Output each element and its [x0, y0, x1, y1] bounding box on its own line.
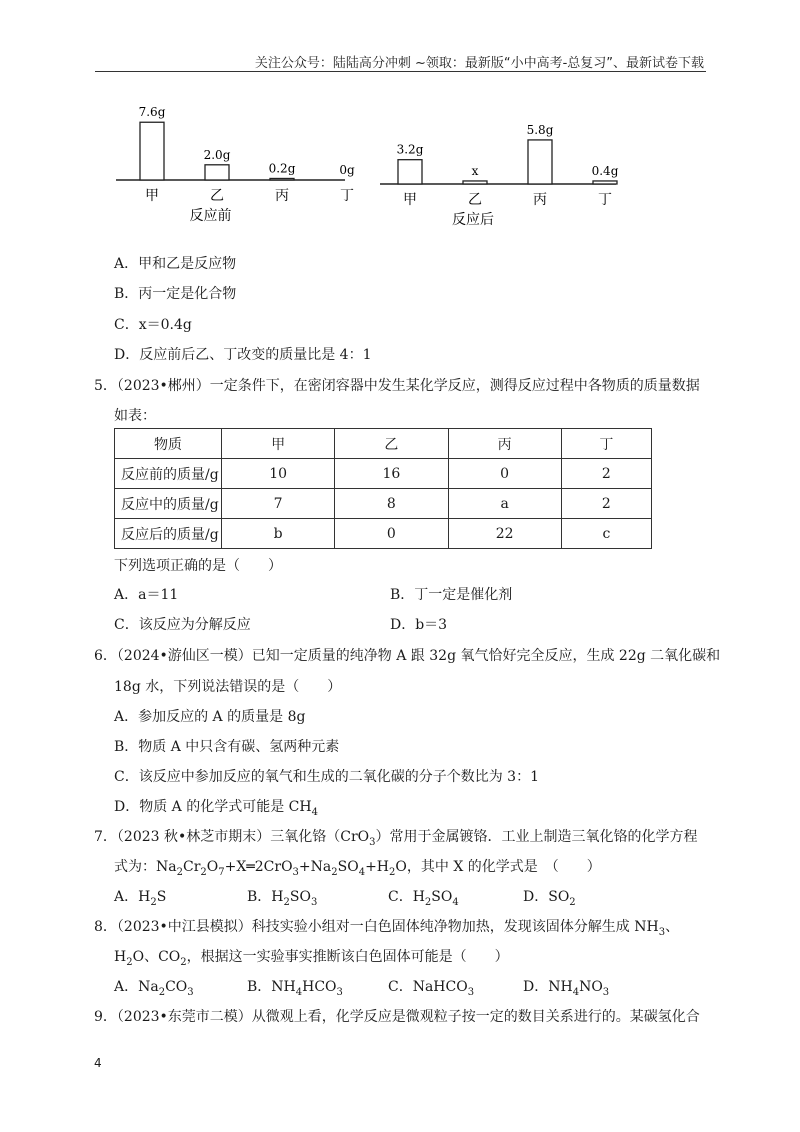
q4-option-a: A．甲和乙是反应物 — [114, 256, 237, 272]
category-label: 甲 — [145, 188, 159, 204]
table-cell: 0 — [448, 459, 561, 489]
bar — [270, 178, 294, 180]
q6-stem-line1: 6．（2024•游仙区一模）已知一定质量的纯净物 A 跟 32g 氧气恰好完全反应，生成 22g 二氧化碳和 — [94, 648, 721, 664]
q5-stem-line1: 5．（2023•郴州）一定条件下，在密闭容器中发生某化学反应，测得反应过程中各物质的质量数据 — [94, 378, 700, 394]
q8-stem-line1: 8．（2023•中江县模拟）科技实验小组对一白色固体纯净物加热，发现该固体分解生成 $NH_3$、 — [94, 919, 680, 938]
category-label: 甲 — [403, 192, 417, 208]
table-cell: 8 — [335, 489, 448, 519]
category-label: 丙 — [275, 188, 289, 204]
table-cell: 2 — [561, 459, 651, 489]
table-cell: b — [222, 519, 335, 549]
bar-data-label: 0.4g — [591, 163, 619, 178]
bar-data-label: 0.2g — [268, 161, 296, 176]
q4-option-c: C．x＝0.4g — [114, 317, 192, 333]
q5-option-c: C．该反应为分解反应 — [114, 617, 251, 633]
q5-option-b: B．丁一定是催化剂 — [390, 587, 513, 603]
bar — [140, 122, 164, 180]
table-cell: 0 — [335, 519, 448, 549]
bar — [398, 160, 422, 184]
q6-option-b: B．物质 A 中只含有碳、氢两种元素 — [114, 739, 340, 755]
category-label: 乙 — [468, 192, 482, 208]
q7-stem-line1: 7．（2023 秋•林芝市期末）三氧化铬（CrO$_3$）常用于金属镀铬．工业上制造三氧化铬的化学方程 — [94, 829, 698, 848]
q6-stem-line2: 18g 水，下列说法错误的是（ ） — [114, 679, 342, 695]
bar-data-label: x — [471, 163, 479, 178]
chart-title: 反应后 — [452, 212, 494, 228]
category-label: 丁 — [340, 188, 354, 204]
table-cell: 反应后的质量/g — [115, 519, 222, 549]
table-cell: 反应中的质量/g — [115, 489, 222, 519]
category-label: 丙 — [533, 192, 547, 208]
bar — [463, 181, 487, 184]
table-cell: 7 — [222, 489, 335, 519]
q7-option-d: D．$SO_2$ — [523, 889, 576, 908]
q5-option-d: D．b＝3 — [390, 617, 448, 633]
q6-option-c: C．该反应中参加反应的氧气和生成的二氧化碳的分子个数比为 3：1 — [114, 769, 539, 785]
q5-stem-line2: 如表： — [114, 408, 156, 424]
bar — [593, 181, 617, 184]
page-number: 4 — [94, 1056, 102, 1070]
table-header-cell: 甲 — [222, 429, 335, 459]
page-header: 关注公众号：陆陆高分冲刺 ~领取：最新版“小中高考-总复习”、最新试卷下载 — [254, 56, 704, 71]
bar-data-label: 5.8g — [526, 122, 554, 137]
q6-option-a: A．参加反应的 A 的质量是 8g — [114, 709, 306, 725]
q8-stem-line2: $H_2O$、$CO_2$，根据这一实验事实推断该白色固体可能是（ ） — [114, 949, 509, 968]
q8-option-d: D．$NH_4NO_3$ — [523, 979, 610, 998]
chart-after — [380, 123, 619, 228]
table-cell: 10 — [222, 459, 335, 489]
q7-option-c: C．$H_2SO_4$ — [388, 889, 459, 908]
header-rule — [95, 71, 706, 72]
q8-option-c: C．NaHCO$_3$ — [388, 979, 475, 998]
reaction-bar-charts — [100, 82, 660, 232]
category-label: 乙 — [210, 188, 224, 204]
q7-stem-line2: 式为：$Na_2Cr_2O_7+X═2CrO_3+Na_2SO_4+H_2O$，其中 X 的化学式是 （ ） — [114, 859, 601, 878]
bar-data-label: 7.6g — [138, 105, 166, 120]
q5-option-a: A．a＝11 — [114, 587, 179, 603]
q8-option-b: B．$NH_4HCO_3$ — [247, 979, 343, 998]
bar-data-label: 0g — [339, 163, 355, 177]
table-row — [115, 459, 652, 489]
table-cell: 22 — [448, 519, 561, 549]
q5-mass-table — [114, 428, 652, 549]
table-cell: 2 — [561, 489, 651, 519]
chart-before — [116, 105, 355, 224]
table-cell: 16 — [335, 459, 448, 489]
bar-data-label: 2.0g — [203, 147, 231, 162]
q4-option-d: D．反应前后乙、丁改变的质量比是 4：1 — [114, 347, 372, 363]
table-cell: a — [448, 489, 561, 519]
table-cell: c — [561, 519, 651, 549]
table-header-cell: 物质 — [115, 429, 222, 459]
table-row — [115, 489, 652, 519]
table-header-row — [115, 429, 652, 459]
q7-option-b: B．$H_2SO_3$ — [247, 889, 318, 908]
table-cell: 反应前的质量/g — [115, 459, 222, 489]
bar — [205, 165, 229, 180]
q4-option-b: B．丙一定是化合物 — [114, 286, 237, 302]
chart-title: 反应前 — [189, 208, 232, 224]
q8-option-a: A．$Na_2CO_3$ — [114, 979, 194, 998]
table-header-cell: 丁 — [561, 429, 651, 459]
q5-prompt: 下列选项正确的是（ ） — [114, 558, 282, 574]
table-header-cell: 乙 — [335, 429, 448, 459]
bar-data-label: 3.2g — [396, 142, 424, 157]
table-row — [115, 519, 652, 549]
q9-stem-line1: 9．（2023•东莞市二模）从微观上看，化学反应是微观粒子按一定的数目关系进行的。某碳氢化合 — [94, 1009, 700, 1025]
q7-option-a: A．$H_2S$ — [114, 889, 167, 908]
q6-option-d: D．物质 A 的化学式可能是 $CH_4$ — [114, 799, 318, 818]
bar — [528, 140, 552, 184]
table-header-cell: 丙 — [448, 429, 561, 459]
category-label: 丁 — [598, 192, 612, 208]
